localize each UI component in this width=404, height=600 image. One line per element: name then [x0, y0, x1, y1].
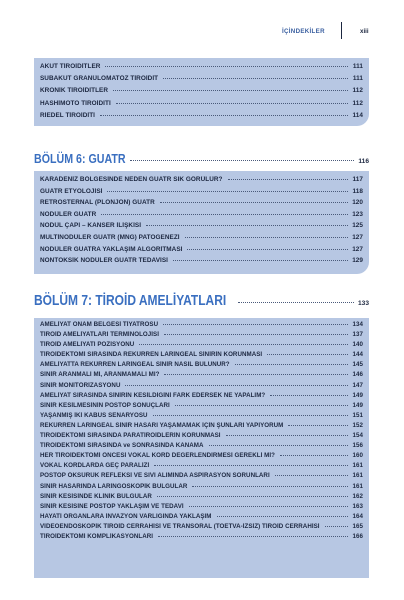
chapter-page-number: 116 [358, 158, 369, 165]
leader-dots [275, 475, 348, 476]
toc-entry[interactable] [40, 75, 363, 87]
toc-entry-title: TİROİDEKTOMİ SIRASINDA REKÜRREN LARİNGEAL SİNİRİN KORUNMASI [40, 351, 263, 359]
leader-dots [116, 103, 348, 104]
toc-entry-page-number: 140 [352, 341, 363, 349]
toc-entry-title: RİEDEL TİROİDİTİ [40, 111, 96, 119]
leader-dots [192, 486, 348, 487]
leader-dots [130, 160, 355, 161]
running-header-page-number: xiii [360, 28, 369, 35]
toc-entry-page-number: 161 [352, 472, 363, 480]
toc-entry[interactable] [40, 513, 363, 523]
toc-entry-page-number: 127 [352, 245, 363, 253]
toc-entry[interactable] [40, 100, 363, 112]
toc-entry-page-number: 125 [352, 222, 363, 230]
toc-entry[interactable] [40, 234, 363, 246]
toc-entry[interactable] [40, 371, 363, 381]
toc-entry-page-number: 161 [352, 482, 363, 490]
leader-dots [107, 191, 348, 192]
toc-entry-title: SİNİR HASARINDA LARİNGOSKOPİK BULGULAR [40, 482, 188, 490]
toc-entry-page-number: 129 [352, 257, 363, 265]
chapter-page-number: 133 [357, 300, 369, 307]
toc-entry-title: RETROSTERNAL (PLONJON) GUATR [40, 199, 155, 207]
toc-entry[interactable] [40, 257, 363, 269]
toc-entry-title: TİROİDEKTOMİ SIRASINDA PARATİROİDLERİN KORUNMASI [40, 432, 221, 440]
leader-dots [288, 425, 348, 426]
toc-entry[interactable] [40, 493, 363, 503]
toc-entry-title: NODÜLER GUATR [40, 210, 97, 218]
toc-entry-title: YAŞANMIŞ İKİ KABUS SENARYOSU [40, 411, 148, 419]
toc-entry-title: NODÜL ÇAPI – KANSER İLİŞKİSİ [40, 222, 142, 230]
toc-entry-title: VİDEOENDOSKOPİK TİROİD CERRAHİSİ VE TRANSORAL (TOETVA-İZSİZ) TİROİD CERRAHİSİ [40, 522, 320, 530]
toc-entry-title: TİROİD AMELİYATLARI TERMİNOLOJİSİ [40, 331, 159, 339]
toc-entry-page-number: 117 [352, 176, 363, 183]
toc-entry[interactable] [40, 321, 363, 331]
toc-entry-page-number: 160 [352, 452, 363, 460]
leader-dots [164, 374, 348, 375]
toc-entry-page-number: 149 [352, 391, 363, 399]
toc-entry-page-number: 166 [352, 532, 363, 540]
toc-entry[interactable] [40, 199, 363, 211]
toc-entry-page-number: 137 [352, 331, 363, 339]
toc-entry-page-number: 164 [352, 512, 363, 520]
toc-entry-page-number: 156 [352, 442, 363, 450]
toc-entry[interactable] [40, 533, 363, 543]
toc-entry-page-number: 162 [352, 492, 363, 500]
header-divider [341, 22, 342, 39]
leader-dots [101, 214, 348, 215]
toc-entry[interactable] [40, 523, 363, 533]
leader-dots [157, 496, 348, 497]
running-header-section: İÇİNDEKİLER [282, 28, 325, 35]
toc-panel-chapter-6 [34, 171, 369, 274]
toc-entry-page-number: 127 [352, 233, 363, 241]
leader-dots [267, 354, 348, 355]
toc-entries [40, 321, 363, 543]
toc-entry-page-number: 145 [352, 361, 363, 369]
toc-entry[interactable] [40, 472, 363, 482]
toc-entry-title: SİNİR KESİSİNE POSTOP YAKLAŞIM VE TEDAVİ [40, 502, 184, 510]
leader-dots [217, 516, 349, 517]
toc-entry[interactable] [40, 87, 363, 99]
toc-entry-title: SUBAKUT GRANÜLOMATÖZ TİROİDİT [40, 75, 159, 83]
toc-entry-title: HASHİMOTO TİROİDİTİ [40, 99, 111, 107]
toc-entry[interactable] [40, 442, 363, 452]
leader-dots [164, 334, 348, 335]
toc-entry-title: AKUT TİROİDİTLER [40, 63, 101, 70]
leader-dots [125, 385, 348, 386]
toc-entry-page-number: 134 [352, 321, 363, 328]
toc-entry-title: KRONİK TİROİDİTLER [40, 87, 108, 95]
toc-entry[interactable] [40, 503, 363, 513]
toc-entry-page-number: 118 [352, 187, 363, 195]
toc-entries [40, 176, 363, 269]
leader-dots [235, 364, 348, 365]
toc-entry[interactable] [40, 331, 363, 341]
leader-dots [185, 237, 348, 238]
toc-entry-title: AMELİYATTA REKÜRREN LARİNGEAL SİNİR NASIL BULUNUR? [40, 361, 230, 369]
toc-entry-page-number: 114 [352, 111, 363, 119]
leader-dots [226, 435, 348, 436]
leader-dots [113, 90, 348, 91]
toc-entry[interactable] [40, 176, 363, 188]
leader-dots [105, 66, 348, 67]
toc-entry-title: REKÜRREN LARİNGEAL SİNİR HASARI YAŞAMAMAK İÇİN ŞUNLARI YAPIYORUM [40, 421, 284, 429]
leader-dots [228, 179, 349, 180]
toc-entry-page-number: 146 [352, 371, 363, 379]
toc-entry[interactable] [40, 432, 363, 442]
toc-entry[interactable] [40, 452, 363, 462]
toc-entry[interactable] [40, 402, 363, 412]
toc-entry-title: POSTOP ÖKSÜRÜK REFLEKSİ VE SIVI ALIMINDA ASPİRASYON SORUNLARI [40, 472, 270, 480]
toc-entry[interactable] [40, 222, 363, 234]
leader-dots [209, 445, 349, 446]
toc-entry[interactable] [40, 341, 363, 351]
toc-entry-title: HAYATİ ORGANLARA İNVAZYON VARLIĞINDA YAKLAŞIM [40, 512, 212, 520]
toc-entry-page-number: 112 [352, 99, 363, 107]
leader-dots [175, 405, 348, 406]
toc-entry-page-number: 111 [352, 63, 363, 70]
leader-dots [160, 202, 348, 203]
chapter-heading-7[interactable] [34, 292, 369, 309]
toc-entry-page-number: 161 [352, 462, 363, 470]
leader-dots [146, 225, 348, 226]
leader-dots [325, 526, 348, 527]
leader-dots [163, 78, 348, 79]
toc-entry[interactable] [40, 392, 363, 402]
leader-dots [158, 536, 348, 537]
toc-entry[interactable] [40, 351, 363, 361]
toc-entries [40, 63, 363, 124]
leader-dots [238, 302, 354, 303]
toc-entry-title: SİNİR KESİLMESİNİN POSTOP SONUÇLARI [40, 401, 170, 409]
toc-entry-title: MULTİNODÜLER GUATR (MNG) PATOGENEZİ [40, 233, 180, 241]
leader-dots [187, 249, 348, 250]
leader-dots [154, 465, 348, 466]
toc-entry-title: TİROİD AMELİYATI POZİSYONU [40, 341, 135, 349]
toc-entry-page-number: 120 [352, 199, 363, 207]
toc-entry[interactable] [40, 382, 363, 392]
leader-dots [280, 455, 348, 456]
toc-entry-title: NODÜLER GUATRA YAKLAŞIM ALGORİTMASI [40, 245, 183, 253]
toc-entry-page-number: 152 [352, 421, 363, 429]
toc-entry-page-number: 147 [352, 381, 363, 389]
toc-entry-title: VOKAL KORDLARDA GEÇ PARALİZİ [40, 462, 150, 470]
toc-entry[interactable] [40, 483, 363, 493]
toc-entry-title: TİROİDEKTOMİ KOMPLİKASYONLARI [40, 532, 154, 540]
toc-entry-page-number: 112 [352, 87, 363, 95]
toc-entry-title: AMELİYAT SIRASINDA SİNİRİN KESİLDİĞİNİ FARK EDERSEK NE YAPALIM? [40, 391, 266, 399]
toc-entry-page-number: 123 [352, 210, 363, 218]
toc-entry[interactable] [40, 462, 363, 472]
leader-dots [270, 395, 348, 396]
leader-dots [153, 415, 348, 416]
toc-entry-page-number: 154 [352, 432, 363, 440]
toc-entry-title: KARADENİZ BÖLGESİNDE NEDEN GUATR SIK GÖRÜLÜR? [40, 176, 223, 183]
leader-dots [163, 324, 348, 325]
toc-entry-title: AMELİYAT ONAM BELGESİ TİYATROSU [40, 321, 159, 328]
toc-panel-chapter-7 [34, 318, 369, 578]
toc-entry[interactable] [40, 412, 363, 422]
toc-entry[interactable] [40, 112, 363, 124]
toc-entry-title: TİROİDEKTOMİ SIRASINDA ve SONRASINDA KANAMA [40, 442, 204, 450]
toc-entry[interactable] [40, 63, 363, 75]
toc-entry[interactable] [40, 246, 363, 258]
toc-entry-page-number: 163 [352, 502, 363, 510]
toc-entry-title: SİNİR MONİTÖRİZASYONU [40, 381, 121, 389]
toc-panel-continued [34, 58, 369, 126]
toc-entry-page-number: 165 [352, 522, 363, 530]
leader-dots [189, 506, 348, 507]
leader-dots [100, 115, 348, 116]
chapter-title: BÖLÜM 7: TİROİD AMELİYATLARI [34, 292, 227, 309]
toc-entry-title: NONTOKSİK NODÜLER GUATR TEDAVİSİ [40, 257, 168, 265]
toc-entry[interactable] [40, 211, 363, 223]
toc-entry-title: HER TİROİDEKTOMİ ÖNCESİ VOKAL KORD DEĞERLENDİRMESİ GEREKLİ Mİ? [40, 452, 275, 460]
chapter-title: BÖLÜM 6: GUATR [34, 151, 126, 166]
toc-entry-page-number: 149 [352, 401, 363, 409]
toc-entry[interactable] [40, 361, 363, 371]
chapter-heading-6[interactable] [34, 151, 369, 166]
leader-dots [139, 344, 348, 345]
toc-entry-title: GUATR ETYOLOJİSİ [40, 187, 103, 195]
toc-entry-page-number: 151 [352, 411, 363, 419]
leader-dots [173, 260, 348, 261]
toc-entry[interactable] [40, 188, 363, 200]
toc-entry[interactable] [40, 422, 363, 432]
toc-entry-title: SİNİR KESİSİNDE KLİNİK BULGULAR [40, 492, 152, 500]
toc-entry-title: SİNİR ARANMALI MI, ARANMAMALI MI? [40, 371, 160, 379]
toc-entry-page-number: 111 [352, 75, 363, 83]
toc-entry-page-number: 144 [352, 351, 363, 359]
